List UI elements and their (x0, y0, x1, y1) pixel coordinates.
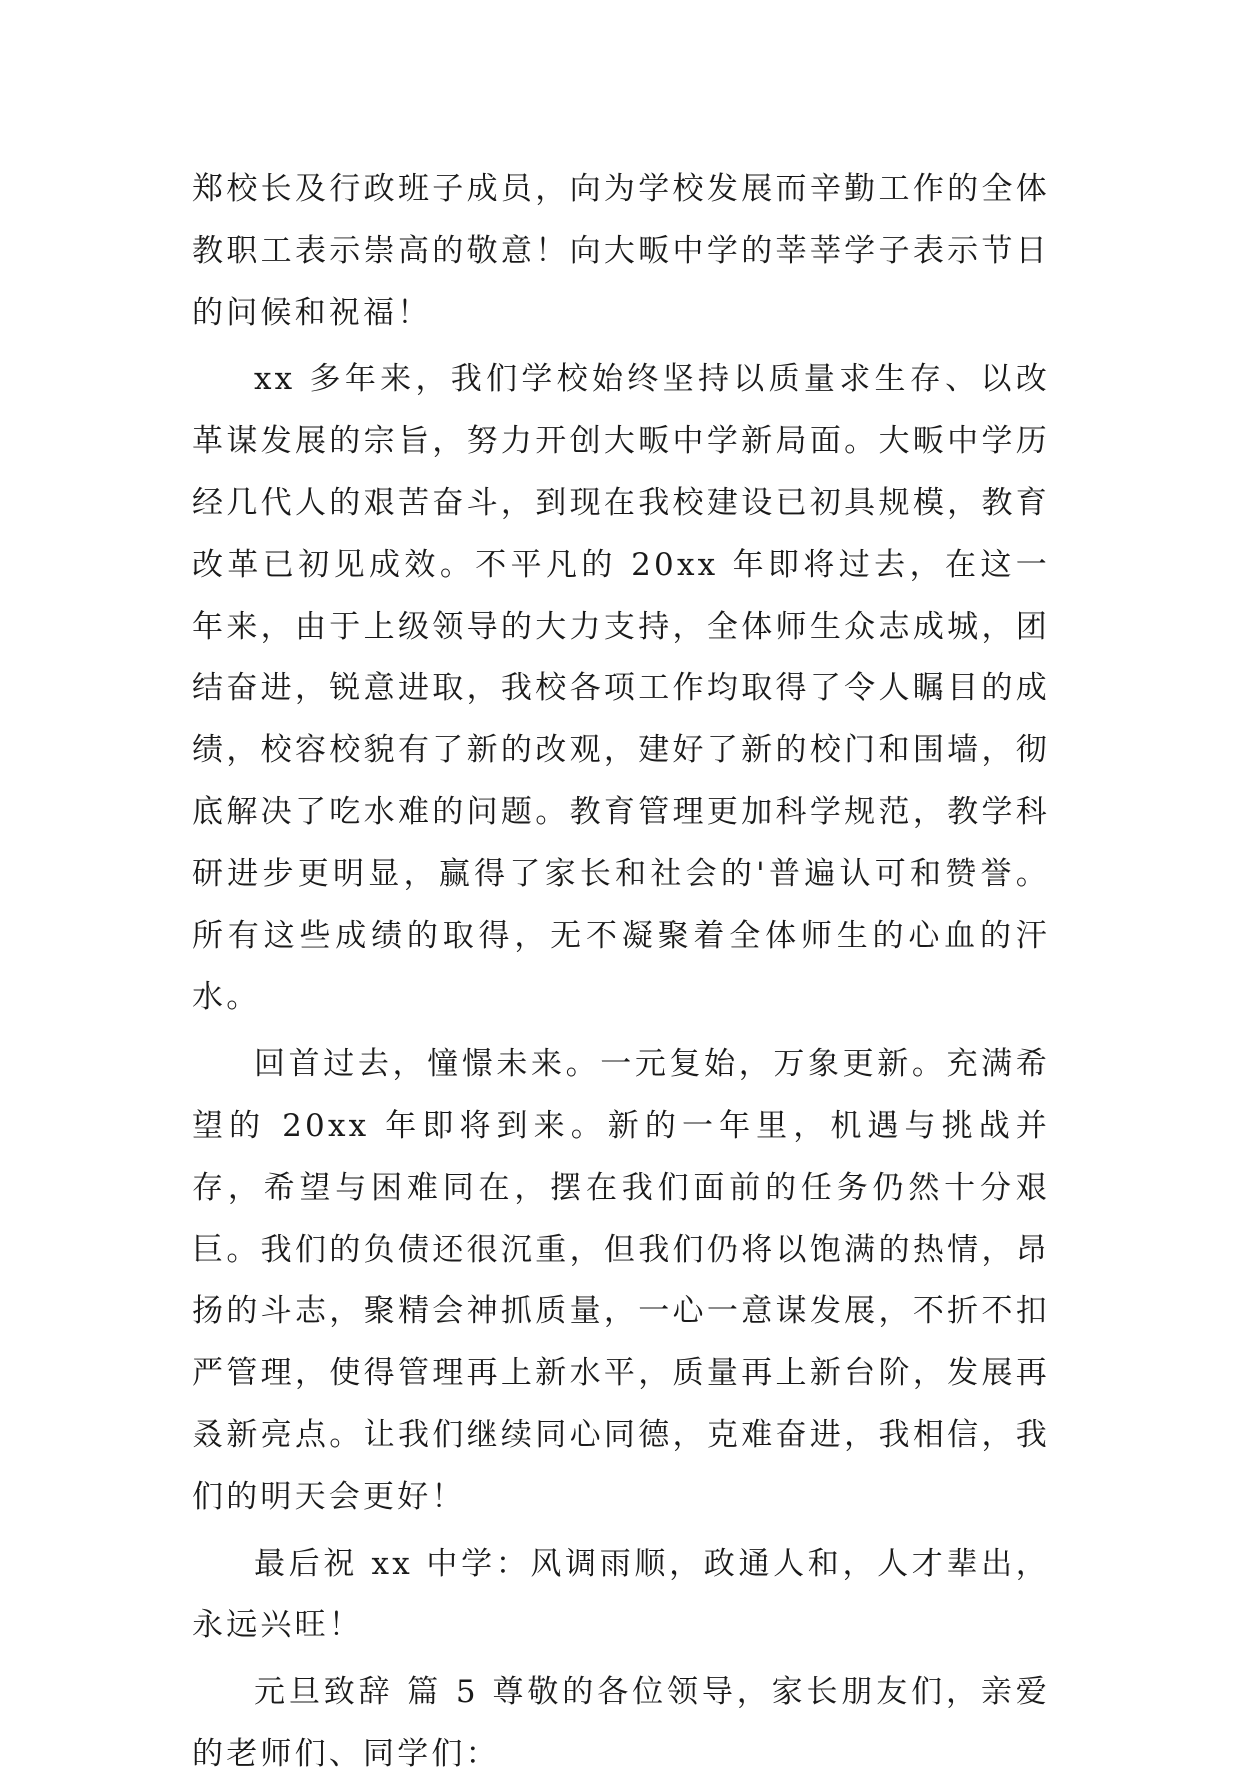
paragraph-2: xx 多年来，我们学校始终坚持以质量求生存、以改革谋发展的宗旨，努力开创大畈中学新局面。大畈中学历经几代人的艰苦奋斗，到现在我校建设已初具规模，教育改革已初见成效。不平凡的 20xx 年即将过去，在这一年来，由于上级领导的大力支持，全体师生众志成城，团结奋进，锐意进取，我校各项工作均取得了令人瞩目的成绩，校容校貌有了新的改观，建好了新的校门和围墙，彻底解决了吃水难的问题。教育管理更加科学规范，教学科研进步更明显，赢得了家长和社会的'普遍认可和赞誉。所有这些成绩的取得，无不凝聚着全体师生的心血的汗水。 (192, 361, 1050, 1016)
paragraph-5: 元旦致辞 篇 5 尊敬的各位领导，家长朋友们，亲爱的老师们、同学们： (192, 1674, 1050, 1772)
paragraph-1: 郑校长及行政班子成员，向为学校发展而辛勤工作的全体教职工表示崇高的敬意！向大畈中学的莘莘学子表示节日的问候和祝福！ (192, 171, 1050, 331)
paragraph-4: 最后祝 xx 中学：风调雨顺，政通人和，人才辈出，永远兴旺！ (192, 1545, 1050, 1644)
paragraph-3: 回首过去，憧憬未来。一元复始，万象更新。充满希望的 20xx 年即将到来。新的一年里，机遇与挑战并存，希望与困难同在，摆在我们面前的任务仍然十分艰巨。我们的负债还很沉重，但我们仍将以饱满的热情，昂扬的斗志，聚精会神抓质量，一心一意谋发展，不折不扣严管理，使得管理再上新水平，质量再上新台阶，发展再叒新亮点。让我们继续同心同德，克难奋进，我相信，我们的明天会更好！ (192, 1046, 1050, 1515)
document-body (192, 159, 1050, 1791)
